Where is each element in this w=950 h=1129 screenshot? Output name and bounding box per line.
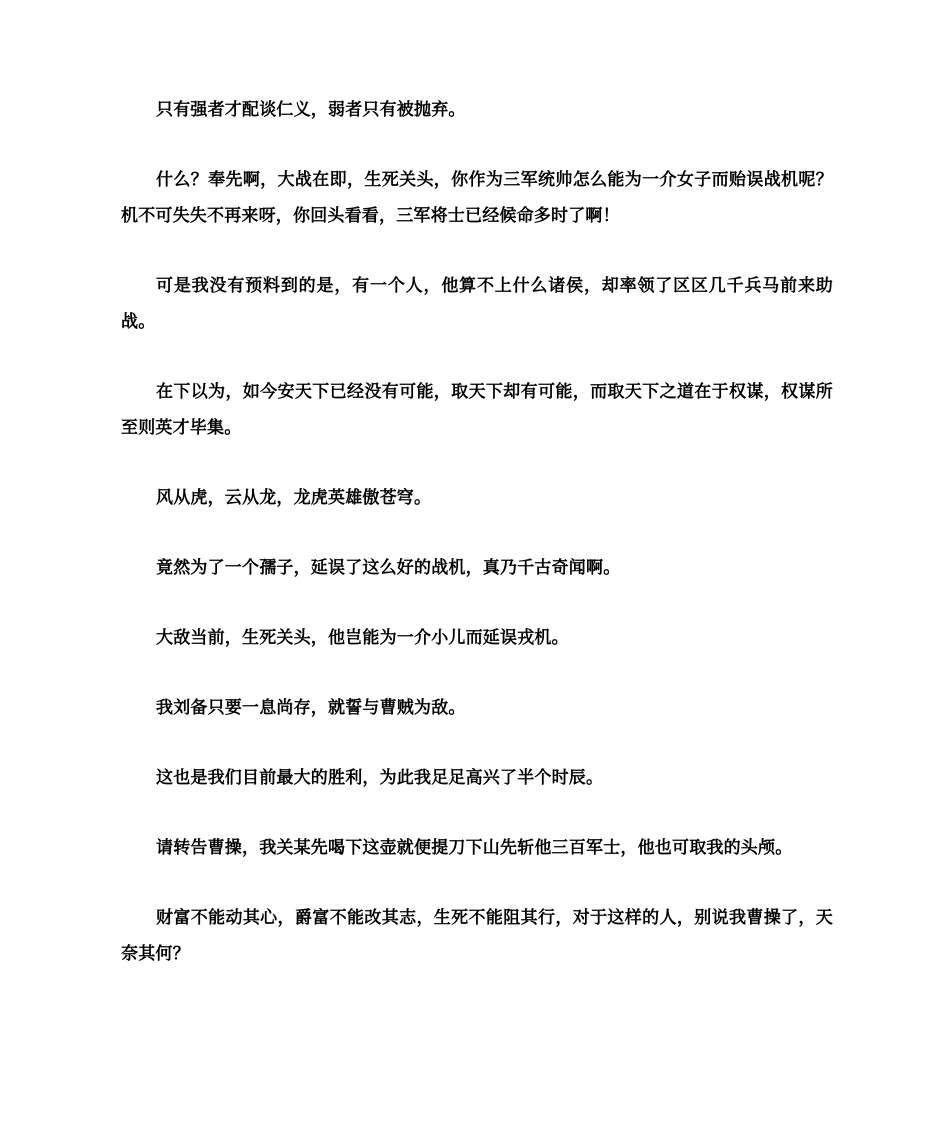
paragraph-10: 请转告曹操，我关某先喝下这壶就便提刀下山先斩他三百军士，他也可取我的头颅。 bbox=[156, 838, 793, 858]
paragraph-4: 在下以为，如今安天下已经没有可能，取天下却有可能，而取天下之道在于权谋，权谋所至则英才毕集。 bbox=[121, 382, 833, 438]
paragraph-11: 财富不能动其心，爵富不能改其志，生死不能阻其行，对于这样的人，别说我曹操了，天奈其何？ bbox=[121, 908, 833, 964]
paragraph-6: 竟然为了一个孺子，延误了这么好的战机，真乃千古奇闻啊。 bbox=[156, 558, 621, 578]
paragraph-3: 可是我没有预料到的是，有一个人，他算不上什么诸侯，却率领了区区几千兵马前来助战。 bbox=[121, 276, 833, 332]
paragraph-1: 只有强者才配谈仁义，弱者只有被抛弃。 bbox=[156, 100, 466, 120]
paragraph-2: 什么？奉先啊，大战在即，生死关头，你作为三军统帅怎么能为一介女子而贻误战机呢？机不可失失不再来呀，你回头看看，三军将士已经候命多时了啊！ bbox=[121, 170, 833, 226]
paragraph-5: 风从虎，云从龙，龙虎英雄傲苍穹。 bbox=[156, 488, 432, 508]
paragraph-7: 大敌当前，生死关头，他岂能为一介小儿而延误戎机。 bbox=[156, 628, 569, 648]
paragraph-8: 我刘备只要一息尚存，就誓与曹贼为敌。 bbox=[156, 698, 466, 718]
document-body bbox=[121, 92, 833, 1006]
paragraph-9: 这也是我们目前最大的胜利，为此我足足高兴了半个时辰。 bbox=[156, 768, 604, 788]
